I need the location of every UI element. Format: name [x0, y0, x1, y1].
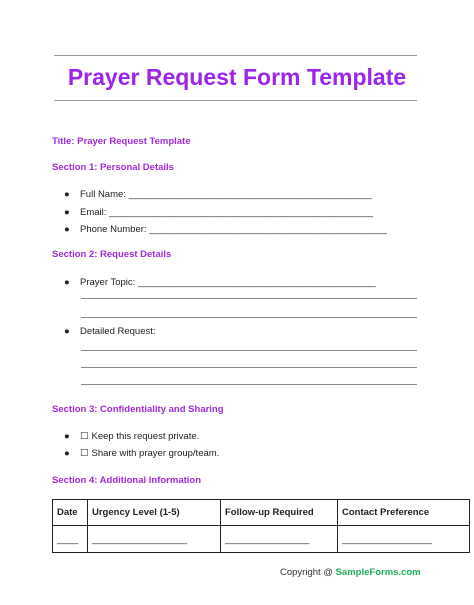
top-divider	[54, 55, 417, 56]
prayer-topic-field[interactable]	[64, 277, 376, 289]
bullet-icon: ●	[64, 224, 70, 235]
date-cell[interactable]: ____	[53, 526, 88, 553]
field-blank: __________________________________________________	[109, 207, 374, 218]
topic-line[interactable]	[81, 317, 417, 318]
additional-info-table	[52, 499, 470, 553]
contact-cell[interactable]: _________________	[338, 526, 470, 553]
bullet-icon: ●	[64, 448, 70, 459]
field-label: Full Name:	[80, 189, 126, 200]
checkbox-icon[interactable]: ☐	[80, 448, 89, 459]
urgency-cell[interactable]: __________________	[88, 526, 221, 553]
table-header-row	[53, 500, 470, 526]
column-header-follow-up: Follow-up Required	[221, 500, 338, 526]
section-4-heading: Section 4: Additional Information	[52, 475, 202, 486]
phone-number-field[interactable]	[64, 224, 387, 236]
document-subtitle: Title: Prayer Request Template	[52, 136, 191, 147]
follow-up-cell[interactable]: ________________	[221, 526, 338, 553]
option-keep-private[interactable]	[64, 431, 199, 443]
section-2-heading: Section 2: Request Details	[52, 249, 172, 260]
field-label: Email:	[80, 207, 107, 218]
title-divider	[54, 100, 417, 101]
topic-line[interactable]	[81, 298, 417, 299]
copyright-text: Copyright @	[280, 567, 333, 578]
footer-copyright	[280, 567, 421, 578]
field-label: Detailed Request:	[80, 326, 156, 337]
request-line[interactable]	[81, 367, 417, 368]
option-label: Keep this request private.	[91, 431, 200, 442]
option-share-group[interactable]	[64, 448, 219, 460]
field-label: Phone Number:	[80, 224, 147, 235]
bullet-icon: ●	[64, 431, 70, 442]
table-row	[53, 526, 470, 553]
detailed-request-field[interactable]	[64, 326, 156, 338]
field-blank: _____________________________________________	[149, 224, 387, 235]
column-header-contact: Contact Preference	[338, 500, 470, 526]
request-line[interactable]	[81, 384, 417, 385]
column-header-urgency: Urgency Level (1-5)	[88, 500, 221, 526]
field-label: Prayer Topic:	[80, 277, 136, 288]
full-name-field[interactable]	[64, 189, 372, 201]
page-title: Prayer Request Form Template	[67, 64, 407, 90]
bullet-icon: ●	[64, 326, 70, 337]
option-label: Share with prayer group/team.	[91, 448, 220, 459]
column-header-date: Date	[53, 500, 88, 526]
bullet-icon: ●	[64, 277, 70, 288]
field-blank: ______________________________________________	[128, 189, 372, 200]
field-blank: _____________________________________________	[137, 277, 376, 288]
section-3-heading: Section 3: Confidentiality and Sharing	[52, 404, 224, 415]
bullet-icon: ●	[64, 207, 70, 218]
email-field[interactable]	[64, 207, 373, 219]
section-1-heading: Section 1: Personal Details	[52, 162, 174, 173]
bullet-icon: ●	[64, 189, 70, 200]
checkbox-icon[interactable]: ☐	[80, 431, 89, 442]
request-line[interactable]	[81, 350, 417, 351]
brand-link[interactable]: SampleForms.com	[335, 567, 421, 578]
